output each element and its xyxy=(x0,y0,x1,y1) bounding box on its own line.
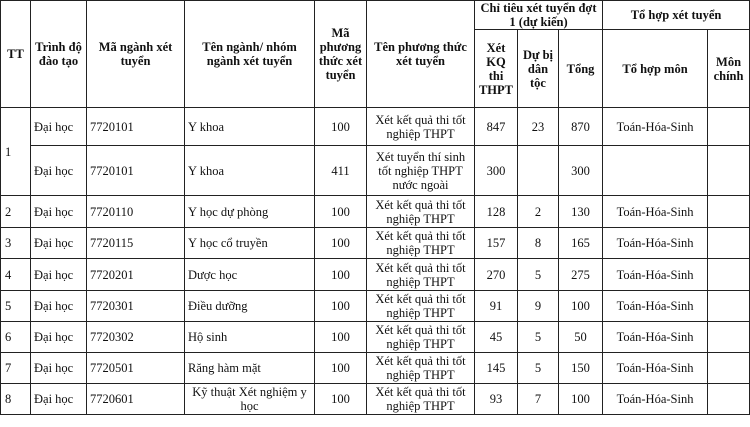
cell-main xyxy=(708,146,750,196)
cell-du-bi: 2 xyxy=(518,196,559,228)
header-ma-nganh: Mã ngành xét tuyển xyxy=(87,1,185,108)
header-xet-kq: Xét KQ thi THPT xyxy=(475,30,518,108)
cell-main xyxy=(708,322,750,353)
cell-level: Đại học xyxy=(31,291,87,322)
cell-xet-kq: 145 xyxy=(475,353,518,384)
cell-code: 7720501 xyxy=(87,353,185,384)
cell-total: 130 xyxy=(559,196,603,228)
cell-total: 100 xyxy=(559,291,603,322)
header-ten-phuong-thuc: Tên phương thức xét tuyển xyxy=(367,1,475,108)
cell-name: Y khoa xyxy=(185,108,315,146)
cell-total: 100 xyxy=(559,384,603,415)
header-trinh-do: Trình độ đào tạo xyxy=(31,1,87,108)
table-row xyxy=(1,291,750,322)
cell-level: Đại học xyxy=(31,384,87,415)
cell-level: Đại học xyxy=(31,108,87,146)
cell-main xyxy=(708,291,750,322)
cell-level: Đại học xyxy=(31,228,87,259)
cell-tt: 4 xyxy=(1,259,31,291)
cell-xet-kq: 93 xyxy=(475,384,518,415)
cell-code: 7720601 xyxy=(87,384,185,415)
cell-main xyxy=(708,108,750,146)
cell-combo: Toán-Hóa-Sinh xyxy=(603,228,708,259)
cell-xet-kq: 157 xyxy=(475,228,518,259)
cell-code: 7720110 xyxy=(87,196,185,228)
cell-level: Đại học xyxy=(31,322,87,353)
cell-total: 150 xyxy=(559,353,603,384)
cell-name: Răng hàm mặt xyxy=(185,353,315,384)
cell-xet-kq: 270 xyxy=(475,259,518,291)
cell-combo: Toán-Hóa-Sinh xyxy=(603,108,708,146)
cell-method: Xét kết quả thi tốt nghiệp THPT xyxy=(367,196,475,228)
table-row xyxy=(1,353,750,384)
cell-method-code: 100 xyxy=(315,322,367,353)
cell-total: 870 xyxy=(559,108,603,146)
table-row xyxy=(1,146,750,196)
cell-du-bi: 5 xyxy=(518,353,559,384)
cell-method-code: 100 xyxy=(315,228,367,259)
cell-tt: 6 xyxy=(1,322,31,353)
cell-du-bi: 23 xyxy=(518,108,559,146)
cell-name: Y khoa xyxy=(185,146,315,196)
table-row xyxy=(1,384,750,415)
cell-method-code: 100 xyxy=(315,196,367,228)
cell-du-bi: 5 xyxy=(518,322,559,353)
table-row xyxy=(1,196,750,228)
header-mon-chinh: Môn chính xyxy=(708,30,750,108)
cell-code: 7720301 xyxy=(87,291,185,322)
cell-main xyxy=(708,353,750,384)
cell-level: Đại học xyxy=(31,196,87,228)
cell-method: Xét kết quả thi tốt nghiệp THPT xyxy=(367,322,475,353)
header-tong: Tổng xyxy=(559,30,603,108)
cell-name: Kỹ thuật Xét nghiệm y học xyxy=(185,384,315,415)
header-tt: TT xyxy=(1,1,31,108)
cell-main xyxy=(708,259,750,291)
cell-name: Điều dưỡng xyxy=(185,291,315,322)
cell-method: Xét kết quả thi tốt nghiệp THPT xyxy=(367,108,475,146)
cell-level: Đại học xyxy=(31,146,87,196)
cell-xet-kq: 91 xyxy=(475,291,518,322)
cell-xet-kq: 128 xyxy=(475,196,518,228)
cell-method-code: 100 xyxy=(315,108,367,146)
header-ten-nganh: Tên ngành/ nhóm ngành xét tuyển xyxy=(185,1,315,108)
cell-method-code: 411 xyxy=(315,146,367,196)
cell-combo: Toán-Hóa-Sinh xyxy=(603,259,708,291)
table-row xyxy=(1,259,750,291)
cell-method: Xét kết quả thi tốt nghiệp THPT xyxy=(367,259,475,291)
cell-total: 50 xyxy=(559,322,603,353)
cell-total: 275 xyxy=(559,259,603,291)
cell-method: Xét kết quả thi tốt nghiệp THPT xyxy=(367,291,475,322)
cell-method: Xét kết quả thi tốt nghiệp THPT xyxy=(367,353,475,384)
cell-level: Đại học xyxy=(31,259,87,291)
cell-combo xyxy=(603,146,708,196)
cell-du-bi: 7 xyxy=(518,384,559,415)
cell-tt: 8 xyxy=(1,384,31,415)
header-chi-tieu: Chỉ tiêu xét tuyển đợt 1 (dự kiến) xyxy=(475,1,603,30)
cell-du-bi: 5 xyxy=(518,259,559,291)
cell-du-bi: 8 xyxy=(518,228,559,259)
cell-tt: 2 xyxy=(1,196,31,228)
cell-tt: 1 xyxy=(1,108,31,196)
cell-level: Đại học xyxy=(31,353,87,384)
cell-code: 7720101 xyxy=(87,108,185,146)
cell-total: 165 xyxy=(559,228,603,259)
header-to-hop-mon: Tổ hợp môn xyxy=(603,30,708,108)
cell-tt: 5 xyxy=(1,291,31,322)
cell-combo: Toán-Hóa-Sinh xyxy=(603,353,708,384)
cell-main xyxy=(708,228,750,259)
cell-method-code: 100 xyxy=(315,384,367,415)
cell-code: 7720201 xyxy=(87,259,185,291)
cell-code: 7720115 xyxy=(87,228,185,259)
cell-combo: Toán-Hóa-Sinh xyxy=(603,196,708,228)
cell-tt: 7 xyxy=(1,353,31,384)
cell-method: Xét kết quả thi tốt nghiệp THPT xyxy=(367,228,475,259)
cell-combo: Toán-Hóa-Sinh xyxy=(603,384,708,415)
cell-code: 7720302 xyxy=(87,322,185,353)
cell-xet-kq: 300 xyxy=(475,146,518,196)
cell-main xyxy=(708,196,750,228)
table-row xyxy=(1,228,750,259)
header-ma-phuong-thuc: Mã phương thức xét tuyển xyxy=(315,1,367,108)
cell-combo: Toán-Hóa-Sinh xyxy=(603,322,708,353)
cell-method-code: 100 xyxy=(315,291,367,322)
cell-name: Y học cổ truyền xyxy=(185,228,315,259)
cell-name: Hộ sinh xyxy=(185,322,315,353)
cell-combo: Toán-Hóa-Sinh xyxy=(603,291,708,322)
table-row xyxy=(1,322,750,353)
table-row xyxy=(1,108,750,146)
header-du-bi: Dự bị dân tộc xyxy=(518,30,559,108)
cell-method-code: 100 xyxy=(315,259,367,291)
header-to-hop: Tổ hợp xét tuyển xyxy=(603,1,750,30)
cell-du-bi: 9 xyxy=(518,291,559,322)
cell-code: 7720101 xyxy=(87,146,185,196)
cell-name: Dược học xyxy=(185,259,315,291)
cell-du-bi xyxy=(518,146,559,196)
cell-name: Y học dự phòng xyxy=(185,196,315,228)
cell-method: Xét kết quả thi tốt nghiệp THPT xyxy=(367,384,475,415)
cell-total: 300 xyxy=(559,146,603,196)
cell-method-code: 100 xyxy=(315,353,367,384)
cell-xet-kq: 45 xyxy=(475,322,518,353)
cell-xet-kq: 847 xyxy=(475,108,518,146)
cell-main xyxy=(708,384,750,415)
cell-tt: 3 xyxy=(1,228,31,259)
cell-method: Xét tuyển thí sinh tốt nghiệp THPT nước ngoài xyxy=(367,146,475,196)
